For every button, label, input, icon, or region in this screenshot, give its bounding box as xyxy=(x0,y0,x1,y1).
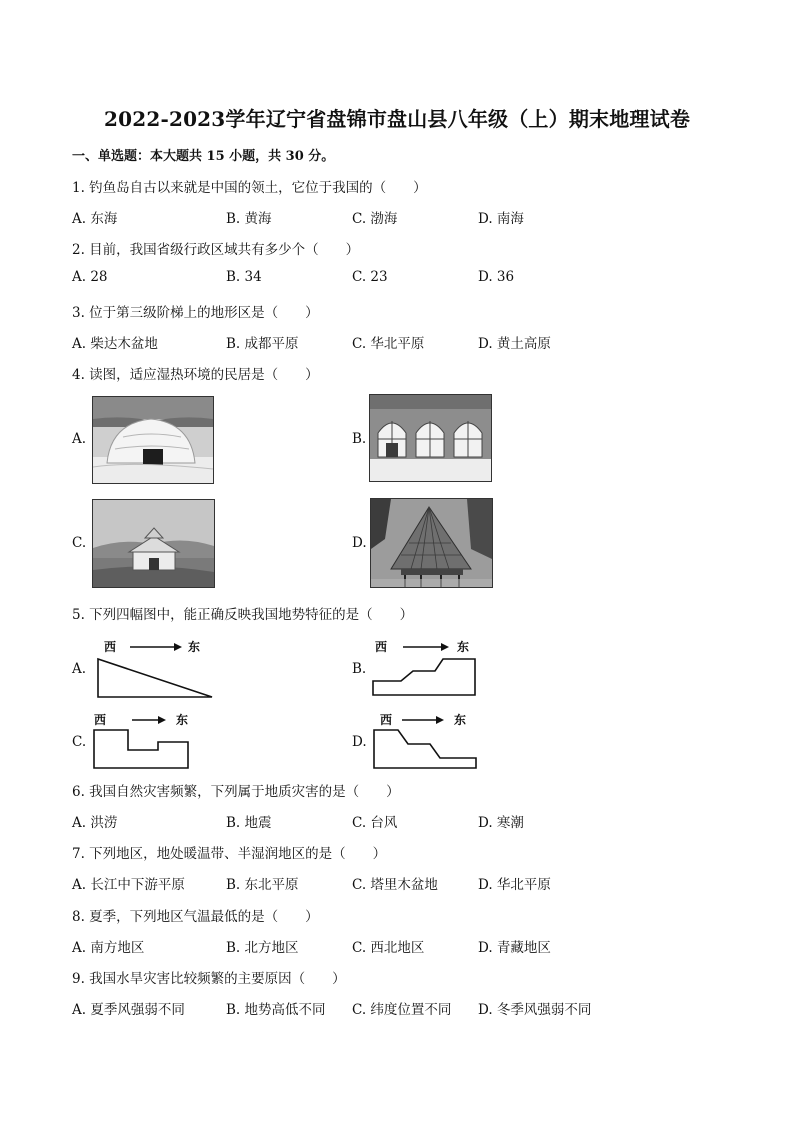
q4-letter-a: A. xyxy=(72,431,87,447)
west-label: 西 xyxy=(375,640,388,654)
east-label: 东 xyxy=(188,640,201,654)
q8-option-a[interactable]: A. 南方地区 xyxy=(72,940,145,956)
question-3-stem: 3. 位于第三级阶梯上的地形区是（ ） xyxy=(72,305,319,321)
q6-option-d[interactable]: D. 寒潮 xyxy=(478,815,524,831)
q5-diagram-a[interactable] xyxy=(96,637,216,701)
q7-option-c[interactable]: C. 塔里木盆地 xyxy=(352,877,438,893)
q7-option-b[interactable]: B. 东北平原 xyxy=(226,877,299,893)
question-4-stem: 4. 读图，适应湿热环境的民居是（ ） xyxy=(72,367,319,383)
page-title: 2022-2023学年辽宁省盘锦市盘山县八年级（上）期末地理试卷 xyxy=(103,107,691,131)
question-6-stem: 6. 我国自然灾害频繁，下列属于地质灾害的是（ ） xyxy=(72,784,400,800)
q1-option-d[interactable]: D. 南海 xyxy=(478,211,524,227)
q7-option-a[interactable]: A. 长江中下游平原 xyxy=(72,877,185,893)
q8-option-c[interactable]: C. 西北地区 xyxy=(352,940,425,956)
q4-letter-c: C. xyxy=(72,535,87,551)
q5-letter-b: B. xyxy=(352,661,367,677)
q6-option-a[interactable]: A. 洪涝 xyxy=(72,815,118,831)
q5-diagram-d[interactable] xyxy=(372,710,482,772)
q4-letter-b: B. xyxy=(352,431,367,447)
q4-image-d-stilt-house[interactable] xyxy=(370,498,493,588)
question-8-stem: 8. 夏季，下列地区气温最低的是（ ） xyxy=(72,909,319,925)
q4-image-a-igloo[interactable] xyxy=(92,396,214,484)
question-9-stem: 9. 我国水旱灾害比较频繁的主要原因（ ） xyxy=(72,971,346,987)
west-label: 西 xyxy=(104,640,117,654)
question-2-stem: 2. 目前，我国省级行政区域共有多少个（ ） xyxy=(72,242,360,258)
q1-option-c[interactable]: C. 渤海 xyxy=(352,211,398,227)
q5-letter-a: A. xyxy=(72,661,87,677)
q5-letter-c: C. xyxy=(72,734,87,750)
q9-option-b[interactable]: B. 地势高低不同 xyxy=(226,1002,326,1018)
q5-letter-d: D. xyxy=(352,734,367,750)
east-label: 东 xyxy=(454,713,467,727)
q1-option-a[interactable]: A. 东海 xyxy=(72,211,118,227)
east-label: 东 xyxy=(176,713,189,727)
east-label: 东 xyxy=(457,640,470,654)
q4-letter-d: D. xyxy=(352,535,367,551)
q4-image-b-cave-dwelling[interactable] xyxy=(369,394,492,482)
q3-option-d[interactable]: D. 黄土高原 xyxy=(478,336,551,352)
q5-diagram-b[interactable] xyxy=(371,637,481,697)
q9-option-d[interactable]: D. 冬季风强弱不同 xyxy=(478,1002,592,1018)
q3-option-c[interactable]: C. 华北平原 xyxy=(352,336,425,352)
question-7-stem: 7. 下列地区，地处暖温带、半湿润地区的是（ ） xyxy=(72,846,387,862)
west-label: 西 xyxy=(94,713,107,727)
q2-option-a[interactable]: A. 28 xyxy=(72,269,108,285)
question-5-stem: 5. 下列四幅图中，能正确反映我国地势特征的是（ ） xyxy=(72,607,414,623)
q9-option-c[interactable]: C. 纬度位置不同 xyxy=(352,1002,452,1018)
section-heading: 一、单选题：本大题共 15 小题，共 30 分。 xyxy=(72,149,335,164)
q2-option-c[interactable]: C. 23 xyxy=(352,269,388,285)
q3-option-b[interactable]: B. 成都平原 xyxy=(226,336,299,352)
q2-option-d[interactable]: D. 36 xyxy=(478,269,515,285)
west-label: 西 xyxy=(380,713,393,727)
q6-option-b[interactable]: B. 地震 xyxy=(226,815,272,831)
q1-option-b[interactable]: B. 黄海 xyxy=(226,211,272,227)
q4-image-c-yurt[interactable] xyxy=(92,499,215,588)
question-1-stem: 1. 钓鱼岛自古以来就是中国的领土，它位于我国的（ ） xyxy=(72,180,427,196)
q3-option-a[interactable]: A. 柴达木盆地 xyxy=(72,336,158,352)
q9-option-a[interactable]: A. 夏季风强弱不同 xyxy=(72,1002,185,1018)
q7-option-d[interactable]: D. 华北平原 xyxy=(478,877,551,893)
q5-diagram-c[interactable] xyxy=(92,710,192,770)
q8-option-b[interactable]: B. 北方地区 xyxy=(226,940,299,956)
q2-option-b[interactable]: B. 34 xyxy=(226,269,262,285)
q8-option-d[interactable]: D. 青藏地区 xyxy=(478,940,551,956)
q6-option-c[interactable]: C. 台风 xyxy=(352,815,398,831)
